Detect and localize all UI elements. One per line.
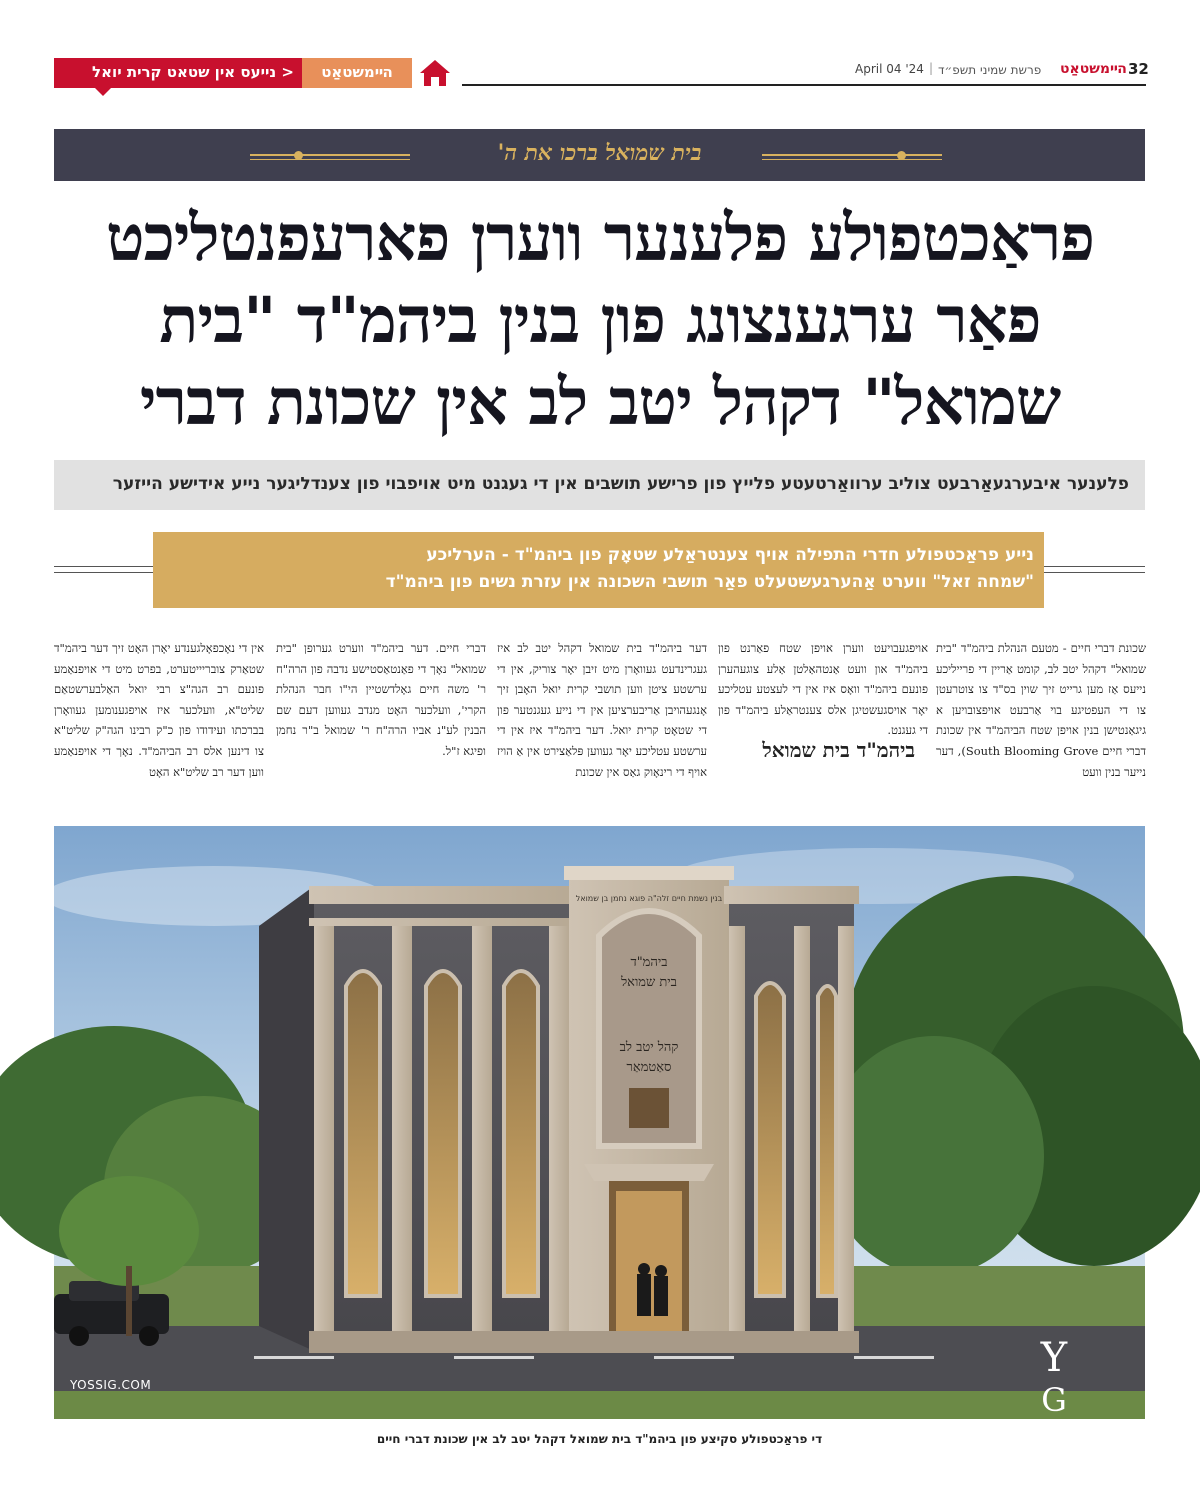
article-column-5: אין די נאָכפאָלגענדע יאָרן האָט זיך דער ביהמ"ד שטאַרק צובריייטערט, בפרט מיט די אויפנאַמע פונעם רב הגה"צ רבי יואל האַלבערשטאַם שליט"א, וועלכער איז אויפגענומען געוואָרן בברכתו ועידודו פון כ"ק רבינו הגה"ק שליט"א צו דינען אלס רב הביהמ"ד. נאָך די אויפנאַמע ווען דער רב שליט"א האָט	[54, 641, 264, 779]
monogram-top: Y	[1040, 1335, 1068, 1381]
deck-rule-left-2	[54, 572, 153, 573]
page-number: 32	[1128, 60, 1149, 78]
deck-rule-right-2	[1044, 572, 1145, 573]
facade-top-band: בנין נשמת חיים זלה"ה פוגא נחמן בן שמואל	[575, 894, 723, 903]
photo-watermark: YOSSIG.COM	[70, 1378, 152, 1392]
facade-inscription-2: בית שמואל	[621, 975, 677, 990]
article-column-1: שכונת דברי חיים - מטעם הנהלת ביהמ"ד "בית שמואל" דקהל יטב לב, קומט אַריין די פרייליכע נייעס אַז מען גרייט זיך שוין בס"ד צו צוטרעטן צו די העפטיגע בוי אַרבעט אויפצובויען א גיגאַנטישן בנין אויפן שטח הביהמ"ד אין שכונת דברי חיים South Blooming Grove), דער נייער בנין וועט	[936, 641, 1146, 779]
facade-inscription-3: קהל יטב לב	[619, 1040, 679, 1055]
article-column-2: אויפגעבויעט ווערן אויפן שטח פאַרנט פון ביהמ"ד און וועט אַנטהאַלטן אַלע צוגעהערן פונעם ביהמ"ד וואָס איז אין די לעצטע עטליכע יאָר אויסגעשטיגן אלס צענטראַלע ביהמ"ד פון די געגנט.	[718, 641, 928, 738]
header-rule	[462, 84, 1146, 86]
deck-rule-left	[54, 566, 153, 567]
article-column-4: דברי חיים. דער ביהמ"ד ווערט גערופן "בית שמואל" נאָך די פאַנטאַסטישע נדבה פון הרה"ח ר' משה חיים גאָלדשטיין הי"ו חבר הנהלת הקרי', וועלכער האָט מנדב געווען דעם שם הבנין לע"נ אביו הרה"ח ר' שמואל ב"ר נחמן ופיגא ז"ל.	[276, 641, 486, 758]
monogram-bottom: G	[1041, 1381, 1067, 1419]
building-rendering-svg	[54, 826, 1145, 1419]
issue-date: April 04 '24	[855, 62, 924, 76]
masthead-brand: הײמשטאַט	[1060, 61, 1127, 77]
facade-inscription-4: סאַטמאַר	[626, 1060, 672, 1075]
article-column-3: דער ביהמ"ד בית שמואל דקהל יטב לב איז געגרינדעט געוואָרן מיט זיבן יאָר צוריק, אין די ערשטע ציטן ווען תושבי קרית יואל האָבן זיך אָנגעהויבן אַריבערציען אין די נייע געגנטער פון די שטאָט קרית יואל. דער ביהמ"ד איז אין די ערשטע עטליכע יאָר געווען פּלאַצירט אין אַ הויז אויף די רינאָוק גאַס אין שכונת	[497, 641, 707, 779]
photo-caption: די פראַכטפולע סקיצע פון ביהמ"ד בית שמואל דקהל יטב לב אין שכונת דברי חיים	[376, 1432, 823, 1446]
section-banner-pointer	[93, 86, 113, 96]
deck-text	[163, 542, 1034, 596]
facade-inscription-1: ביהמ"ד	[630, 955, 668, 970]
deck-line-1: נייע פראַכטפולע חדרי התפילה אויף צענטראַלע שטאָק פון ביהמ"ד - הערליכע	[426, 545, 1034, 565]
home-icon[interactable]	[418, 58, 452, 88]
building-rendering	[54, 826, 1145, 1419]
deck-line-2: "שמחה זאל" ווערט אַהערגעשטעלט פאַר תושבי השכונה אין עזרת נשים פון ביהמ"ד	[385, 572, 1034, 592]
section-brand-label[interactable]: הײמשטאַט	[321, 63, 393, 81]
section-banner-label[interactable]: < נייעס אין שטאט קרית יואל	[92, 63, 294, 81]
headline-line-2: פאַר ערגענצונג פון בנין ביהמ"ד "בית	[159, 283, 1041, 358]
column-heading: ביהמ"ד בית שמואל	[762, 738, 915, 762]
parsha-label: פרשת שמיני תשפ״ד	[938, 63, 1042, 77]
headline-line-3: שמואל" דקהל יטב לב אין שכונת דברי	[139, 365, 1061, 440]
kicker-text: בית שמואל ברכו את ה'	[497, 140, 702, 166]
header-separator: |	[929, 61, 934, 75]
subheadline: פלענער איבערגעאַרבעט צוליב ערוואַרטעטע פלייץ פון פרישע תושבים אין די געגנט מיט אויפבוי פון צענדליגער נייע אידישע הייזער	[112, 474, 1129, 494]
headline-line-1: פראַכטפולע פלענער ווערן פארעפנטליכט	[105, 201, 1095, 276]
deck-rule-right	[1044, 566, 1145, 567]
